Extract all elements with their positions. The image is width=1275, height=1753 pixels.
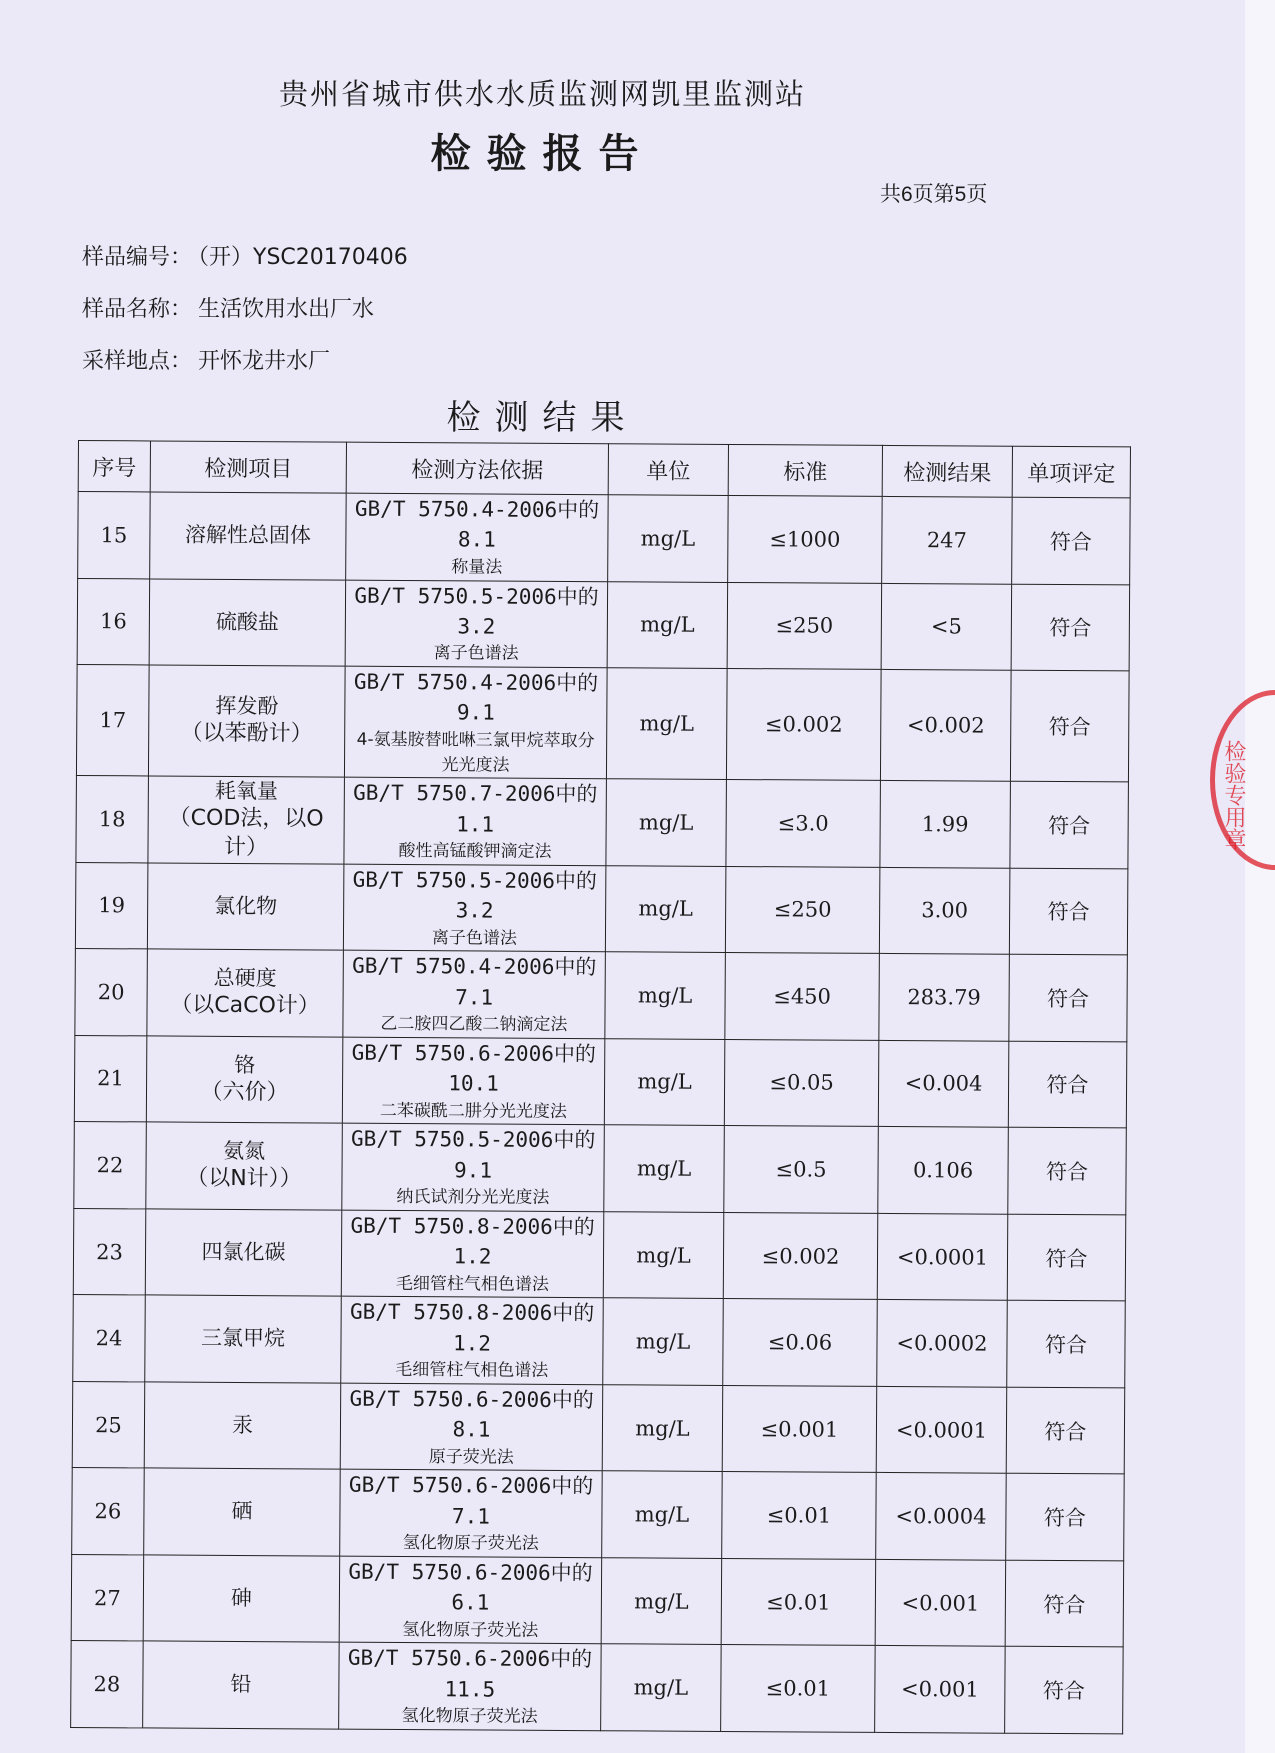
page-info: 共6页第5页	[880, 183, 988, 206]
method-name: 原子荧光法	[428, 1446, 514, 1468]
row-unit: mg/L	[604, 1038, 725, 1125]
header-method: 检测方法依据	[346, 442, 608, 495]
section-title: 检测结果	[446, 398, 639, 438]
method-standard-ref: GB/T 5750.6-2006中的10.1	[351, 1040, 596, 1096]
row-item	[145, 1209, 342, 1297]
method-name: 离子色谱法	[433, 643, 519, 665]
table-row	[73, 1208, 1126, 1301]
row-no: 17	[76, 665, 149, 777]
row-eval: 符合	[1008, 1041, 1127, 1128]
row-method	[339, 1642, 602, 1730]
method-standard-ref: GB/T 5750.8-2006中的1.2	[350, 1213, 595, 1269]
row-standard: ≤0.05	[724, 1039, 879, 1126]
row-unit: mg/L	[605, 952, 726, 1039]
row-standard: ≤250	[725, 866, 880, 953]
row-standard: ≤0.001	[722, 1385, 877, 1472]
row-unit: mg/L	[603, 1211, 724, 1298]
header-no: 序号	[78, 441, 150, 492]
row-item	[147, 949, 344, 1037]
row-item	[147, 863, 344, 951]
row-eval: 符合	[1009, 868, 1128, 955]
method-name: 二苯碳酰二肼分光光度法	[379, 1100, 567, 1122]
table-row	[73, 1295, 1126, 1388]
table-row	[74, 1122, 1127, 1215]
item-name: 耗氧量	[214, 778, 278, 803]
row-eval: 符合	[1010, 781, 1129, 868]
table-row	[75, 862, 1128, 955]
row-item	[143, 1641, 340, 1729]
row-no: 25	[72, 1381, 145, 1468]
table-row	[77, 578, 1130, 671]
row-unit: mg/L	[601, 1558, 722, 1645]
item-name: 挥发酚	[215, 694, 279, 719]
row-result: <0.002	[880, 669, 1011, 781]
item-name: 氨氮	[223, 1138, 266, 1164]
row-eval: 符合	[1011, 584, 1130, 671]
row-result: <0.001	[875, 1646, 1006, 1733]
row-result: <0.0001	[877, 1213, 1008, 1300]
row-eval: 符合	[1005, 1560, 1124, 1647]
table-row	[74, 1035, 1127, 1128]
row-standard: ≤1000	[728, 495, 883, 582]
row-no: 19	[75, 862, 148, 949]
row-standard: ≤0.01	[721, 1558, 876, 1645]
row-result: <0.0001	[876, 1386, 1007, 1473]
header-standard: 标准	[728, 444, 882, 496]
page-edge	[1245, 0, 1275, 1753]
header-item: 检测项目	[150, 441, 346, 493]
sample-name-line	[82, 292, 374, 323]
row-item	[146, 1122, 343, 1210]
row-result: 283.79	[879, 954, 1010, 1041]
method-standard-ref: GB/T 5750.6-2006中的7.1	[348, 1472, 594, 1529]
row-result: <0.0004	[876, 1473, 1007, 1560]
row-method	[346, 493, 609, 581]
row-eval: 符合	[1007, 1214, 1126, 1301]
row-item	[149, 578, 346, 666]
sample-location-line	[82, 344, 330, 375]
method-name: 氢化物原子荧光法	[402, 1533, 539, 1555]
row-no: 21	[74, 1035, 147, 1122]
row-unit: mg/L	[604, 1125, 725, 1212]
item-qualifier: （以N计））	[186, 1166, 302, 1192]
row-method	[344, 666, 607, 779]
method-standard-ref: GB/T 5750.6-2006中的11.5	[347, 1646, 593, 1702]
item-name: 硫酸盐	[215, 609, 279, 634]
method-name: 毛细管柱气相色谱法	[395, 1273, 549, 1295]
row-standard: ≤0.01	[722, 1472, 877, 1559]
sample-id-label: 样品编号：	[82, 245, 193, 270]
method-standard-ref: GB/T 5750.8-2006中的1.2	[349, 1299, 595, 1356]
row-item	[143, 1555, 340, 1643]
method-standard-ref: GB/T 5750.4-2006中的8.1	[354, 496, 600, 552]
seal-text: 检验专用章	[1221, 740, 1246, 850]
row-no: 28	[71, 1641, 144, 1728]
item-name: 砷	[230, 1585, 253, 1611]
method-name: 称量法	[451, 557, 503, 578]
table-row	[76, 665, 1129, 783]
row-item	[145, 1295, 342, 1383]
row-item	[146, 1036, 343, 1124]
item-name: 铅	[230, 1672, 252, 1697]
row-unit: mg/L	[602, 1385, 723, 1472]
row-no: 27	[71, 1554, 144, 1641]
method-standard-ref: GB/T 5750.7-2006中的1.1	[353, 780, 598, 837]
method-standard-ref: GB/T 5750.6-2006中的8.1	[349, 1386, 594, 1442]
table-row	[78, 492, 1131, 585]
row-no: 18	[76, 776, 149, 863]
row-method	[342, 1123, 605, 1211]
method-name: 毛细管柱气相色谱法	[395, 1360, 549, 1382]
row-unit: mg/L	[607, 581, 728, 668]
row-no: 26	[72, 1468, 145, 1555]
row-method	[343, 864, 606, 952]
method-name: 纳氏试剂分光光度法	[396, 1187, 550, 1209]
row-no: 23	[73, 1208, 146, 1295]
row-method	[342, 1037, 605, 1125]
row-no: 15	[78, 492, 151, 579]
item-qualifier: （以苯酚计）	[180, 721, 313, 747]
org-title: 贵州省城市供水水质监测网凯里监测站	[278, 77, 806, 111]
row-result: 0.106	[878, 1127, 1009, 1214]
row-item	[148, 665, 345, 777]
method-standard-ref: GB/T 5750.4-2006中的7.1	[352, 953, 597, 1010]
row-eval: 符合	[1007, 1300, 1126, 1387]
header-result: 检测结果	[882, 445, 1012, 497]
item-name: 三氯甲烷	[200, 1326, 286, 1351]
row-method	[341, 1296, 604, 1384]
row-standard: ≤250	[727, 582, 882, 669]
table-row	[71, 1554, 1124, 1647]
item-name: 溶解性总固体	[184, 522, 311, 548]
method-standard-ref: GB/T 5750.4-2006中的9.1	[353, 669, 599, 726]
row-result: <0.0002	[877, 1300, 1008, 1387]
row-result: <0.004	[878, 1040, 1009, 1127]
row-item	[144, 1468, 341, 1556]
row-no: 22	[74, 1122, 147, 1209]
sample-name-value: 生活饮用水出厂水	[198, 297, 375, 322]
item-name: 氯化物	[214, 893, 278, 919]
method-standard-ref: GB/T 5750.5-2006中的9.1	[351, 1126, 596, 1183]
item-qualifier: （六价）	[200, 1079, 289, 1106]
row-eval: 符合	[1006, 1387, 1125, 1474]
row-method	[339, 1556, 602, 1644]
method-name: 离子色谱法	[431, 927, 518, 949]
row-eval: 符合	[1008, 1127, 1127, 1214]
row-unit: mg/L	[606, 668, 727, 780]
results-table	[70, 440, 1131, 1734]
row-item	[148, 776, 345, 864]
row-eval: 符合	[1012, 497, 1131, 584]
row-unit: mg/L	[602, 1471, 723, 1558]
row-standard: ≤0.01	[721, 1645, 876, 1732]
row-method	[340, 1383, 603, 1471]
method-standard-ref: GB/T 5750.6-2006中的6.1	[348, 1559, 593, 1615]
sample-location-label: 采样地点：	[82, 349, 193, 374]
row-result: 247	[882, 496, 1013, 583]
method-name: 酸性高锰酸钾滴定法	[398, 841, 552, 862]
row-method	[345, 580, 608, 668]
sample-id-line	[82, 240, 408, 271]
item-name: 四氯化碳	[201, 1239, 286, 1265]
sample-name-label: 样品名称：	[82, 297, 193, 322]
row-item	[150, 492, 347, 580]
table-header-row	[78, 441, 1130, 498]
row-unit: mg/L	[603, 1298, 724, 1385]
sample-location-value: 开怀龙井水厂	[198, 349, 331, 374]
table-row	[76, 776, 1129, 869]
row-method	[344, 777, 607, 865]
item-name: 硒	[231, 1499, 253, 1524]
row-unit: mg/L	[605, 865, 726, 952]
row-no: 24	[73, 1295, 146, 1382]
header-unit: 单位	[608, 444, 728, 496]
row-result: 1.99	[880, 781, 1011, 868]
row-standard: ≤0.5	[724, 1126, 879, 1213]
item-name: 总硬度	[213, 965, 277, 991]
item-name: 汞	[231, 1412, 254, 1437]
row-standard: ≤3.0	[726, 780, 881, 867]
row-result: <5	[881, 583, 1012, 670]
item-qualifier: （COD法，以O计）	[168, 805, 324, 860]
row-eval: 符合	[1005, 1647, 1124, 1734]
row-eval: 符合	[1006, 1474, 1125, 1561]
method-standard-ref: GB/T 5750.5-2006中的3.2	[354, 583, 599, 639]
row-standard: ≤450	[725, 953, 880, 1040]
row-unit: mg/L	[606, 779, 727, 866]
row-method	[341, 1210, 604, 1298]
sample-id-value: （开）YSC20170406	[198, 245, 408, 270]
row-unit: mg/L	[601, 1644, 722, 1731]
table-row	[75, 949, 1128, 1042]
method-name: 氢化物原子荧光法	[402, 1619, 539, 1641]
table-row	[72, 1381, 1125, 1474]
row-unit: mg/L	[608, 495, 729, 582]
row-no: 16	[77, 578, 150, 665]
row-standard: ≤0.002	[723, 1212, 878, 1299]
row-eval: 符合	[1009, 954, 1128, 1041]
row-result: <0.001	[875, 1559, 1006, 1646]
item-qualifier: （以CaCO计）	[170, 992, 320, 1019]
row-method	[340, 1469, 603, 1557]
table-row	[71, 1641, 1124, 1734]
row-standard: ≤0.06	[723, 1299, 878, 1386]
row-standard: ≤0.002	[726, 669, 881, 781]
header-eval: 单项评定	[1012, 446, 1130, 498]
method-name: 乙二胺四乙酸二钠滴定法	[380, 1013, 568, 1036]
method-name: 氢化物原子荧光法	[401, 1706, 538, 1728]
item-name: 铬	[234, 1052, 256, 1077]
row-item	[144, 1382, 341, 1470]
row-no: 20	[75, 949, 148, 1036]
row-eval: 符合	[1010, 670, 1129, 782]
table-row	[72, 1468, 1125, 1561]
row-result: 3.00	[879, 867, 1010, 954]
method-name: 4-氨基胺替吡啉三氯甲烷萃取分光光度法	[356, 729, 595, 776]
report-title: 检验报告	[430, 130, 655, 177]
method-standard-ref: GB/T 5750.5-2006中的3.2	[352, 867, 598, 923]
row-method	[343, 950, 606, 1038]
